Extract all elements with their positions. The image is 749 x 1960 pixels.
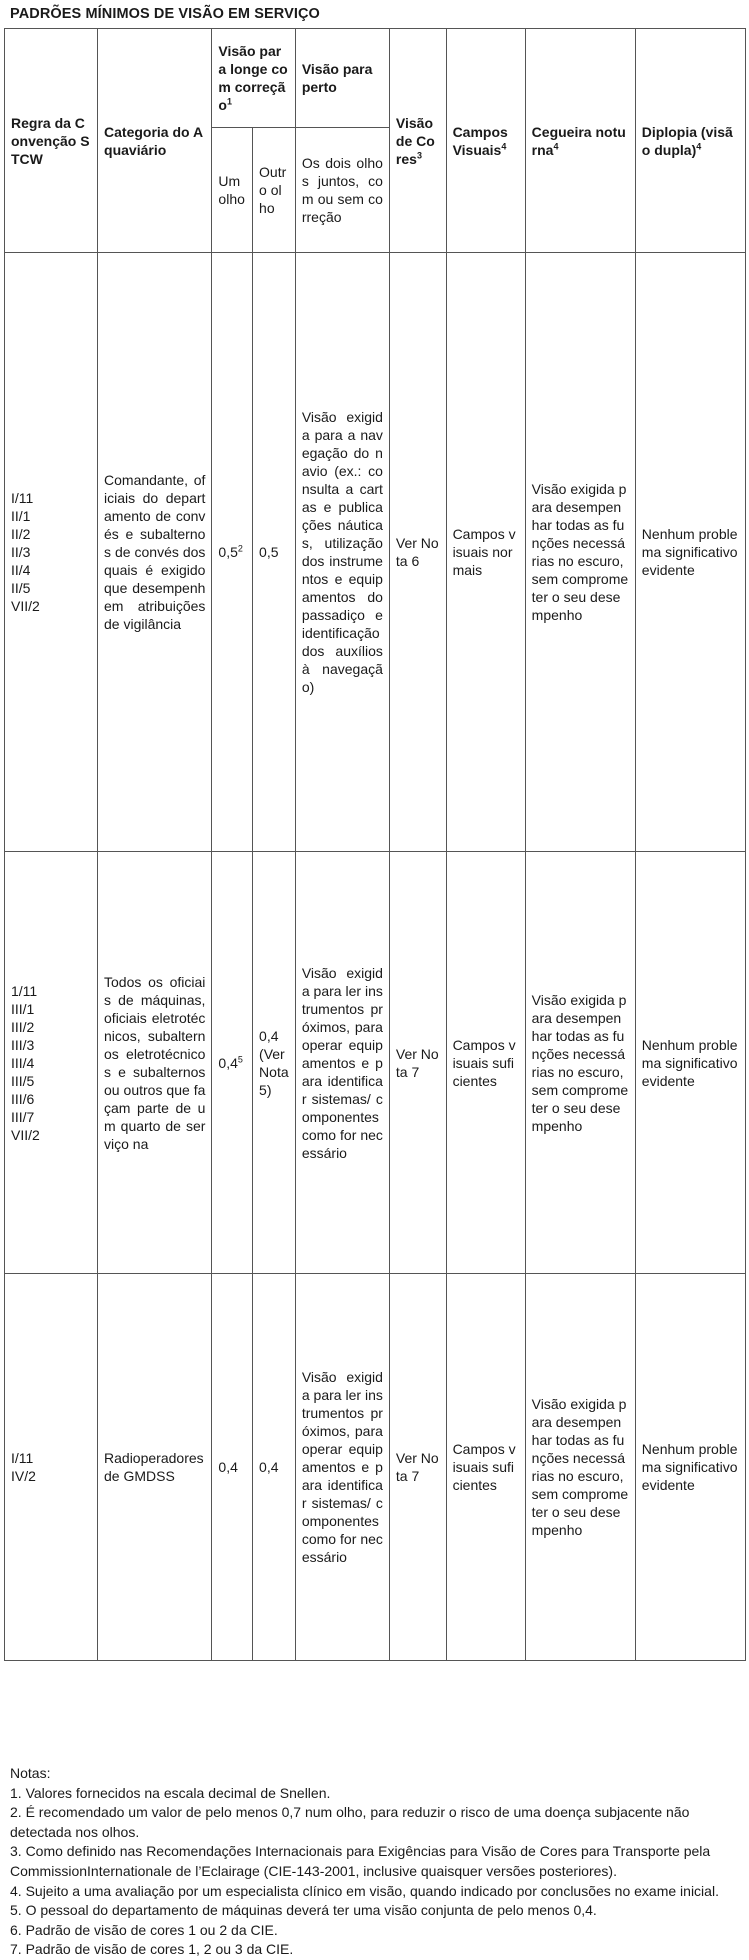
cell-cegueira-noturna: Visão exigida para desempenhar todas as funções necessárias no escuro, sem comprometer o seu desempenho — [525, 253, 635, 852]
cell-visao-perto: Visão exigida para ler instrumentos próximos, para operar equipamentos e para identificar sistemas/ componentes como for necessário — [295, 852, 389, 1274]
table-row — [5, 253, 746, 852]
cell-outro-olho: 0,4 — [253, 1274, 296, 1661]
table-row — [5, 1274, 746, 1661]
cell-visao-perto: Visão exigida para ler instrumentos próximos, para operar equipamentos e para identificar sistemas/ componentes como for necessário — [295, 1274, 389, 1661]
header-outro-olho: Outro olho — [253, 128, 296, 253]
header-row — [5, 29, 746, 128]
notes-heading: Notas: — [10, 1765, 51, 1781]
cell-diplopia: Nenhum problema significativo evidente — [635, 253, 745, 852]
cell-regra: 1/11 III/1 III/2 III/3 III/4 III/5 III/6 III/7 VII/2 — [5, 852, 98, 1274]
cell-campos-visuais: Campos visuais normais — [446, 253, 525, 852]
cell-visao-perto: Visão exigida para a navegação do navio (ex.: consulta a cartas e publicações náuticas, utilização dos instrumentos e equipamentos do passadiço e identificação dos auxílios à navegação) — [295, 253, 389, 852]
notes-section — [10, 1764, 740, 1960]
cell-regra: I/11 IV/2 — [5, 1274, 98, 1661]
cell-categoria: Radioperadores de GMDSS — [98, 1274, 212, 1661]
header-um-olho: Um olho — [212, 128, 253, 253]
header-campos-visuais: Campos Visuais$^4$ — [446, 29, 525, 253]
note-item: 2. É recomendado um valor de pelo menos 0,7 num olho, para reduzir o risco de uma doença subjacente não detectada nos olhos. — [10, 1804, 690, 1840]
cell-outro-olho: 0,5 — [253, 253, 296, 852]
cell-um-olho: 0,4 — [212, 1274, 253, 1661]
page-title: PADRÕES MÍNIMOS DE VISÃO EM SERVIÇO — [10, 6, 320, 22]
table-row — [5, 852, 746, 1274]
header-diplopia: Diplopia (visão dupla)$^4$ — [635, 29, 745, 253]
cell-categoria: Todos os oficiais de máquinas, oficiais eletrotécnicos, subalternos eletrotécnicos e subalternos ou outros que façam parte de um quarto de serviço na — [98, 852, 212, 1274]
cell-cegueira-noturna: Visão exigida para desempenhar todas as funções necessárias no escuro, sem comprometer o seu desempenho — [525, 1274, 635, 1661]
cell-campos-visuais: Campos visuais suficientes — [446, 852, 525, 1274]
note-item: 1. Valores fornecidos na escala decimal de Snellen. — [10, 1784, 331, 1801]
note-item: 7. Padrão de visão de cores 1, 2 ou 3 da CIE. — [10, 1941, 294, 1958]
vision-standards-table — [4, 28, 746, 1661]
cell-um-olho: $0,5^2$ — [212, 253, 253, 852]
header-cegueira-noturna: Cegueira noturna$^4$ — [525, 29, 635, 253]
cell-diplopia: Nenhum problema significativo evidente — [635, 852, 745, 1274]
cell-outro-olho: 0,4 (Ver Nota 5) — [253, 852, 296, 1274]
header-categoria: Categoria do Aquaviário — [98, 29, 212, 253]
header-dois-olhos: Os dois olhos juntos, com ou sem correção — [295, 128, 389, 253]
cell-visao-cores: Ver Nota 7 — [389, 1274, 446, 1661]
note-item: 4. Sujeito a uma avaliação por um especialista clínico em visão, quando indicado por conclusões no exame inicial. — [10, 1882, 719, 1899]
header-visao-perto: Visão para perto — [295, 29, 389, 128]
header-visao-cores: Visão de Cores$^3$ — [389, 29, 446, 253]
cell-diplopia: Nenhum problema significativo evidente — [635, 1274, 745, 1661]
cell-cegueira-noturna: Visão exigida para desempenhar todas as funções necessárias no escuro, sem comprometer o seu desempenho — [525, 852, 635, 1274]
note-item: 5. O pessoal do departamento de máquinas deverá ter uma visão conjunta de pelo menos 0,4. — [10, 1902, 597, 1919]
cell-campos-visuais: Campos visuais suficientes — [446, 1274, 525, 1661]
note-item: 3. Como definido nas Recomendações Internacionais para Exigências para Visão de Cores para Transporte pela CommissionInternationale de l’Eclairage (CIE-143-2001, inclusive quaisquer versões posteriores). — [10, 1843, 711, 1879]
cell-visao-cores: Ver Nota 7 — [389, 852, 446, 1274]
note-item: 6. Padrão de visão de cores 1 ou 2 da CIE. — [10, 1921, 278, 1938]
cell-um-olho: $0,4^5$ — [212, 852, 253, 1274]
cell-categoria: Comandante, oficiais do departamento de convés e subalternos de convés dos quais é exigido que desempenhem atribuições de vigilância — [98, 253, 212, 852]
header-visao-longe: Visão para longe com correção$^1$ — [212, 29, 295, 128]
cell-regra: I/11 II/1 II/2 II/3 II/4 II/5 VII/2 — [5, 253, 98, 852]
cell-visao-cores: Ver Nota 6 — [389, 253, 446, 852]
header-regra: Regra da Convenção STCW — [5, 29, 98, 253]
